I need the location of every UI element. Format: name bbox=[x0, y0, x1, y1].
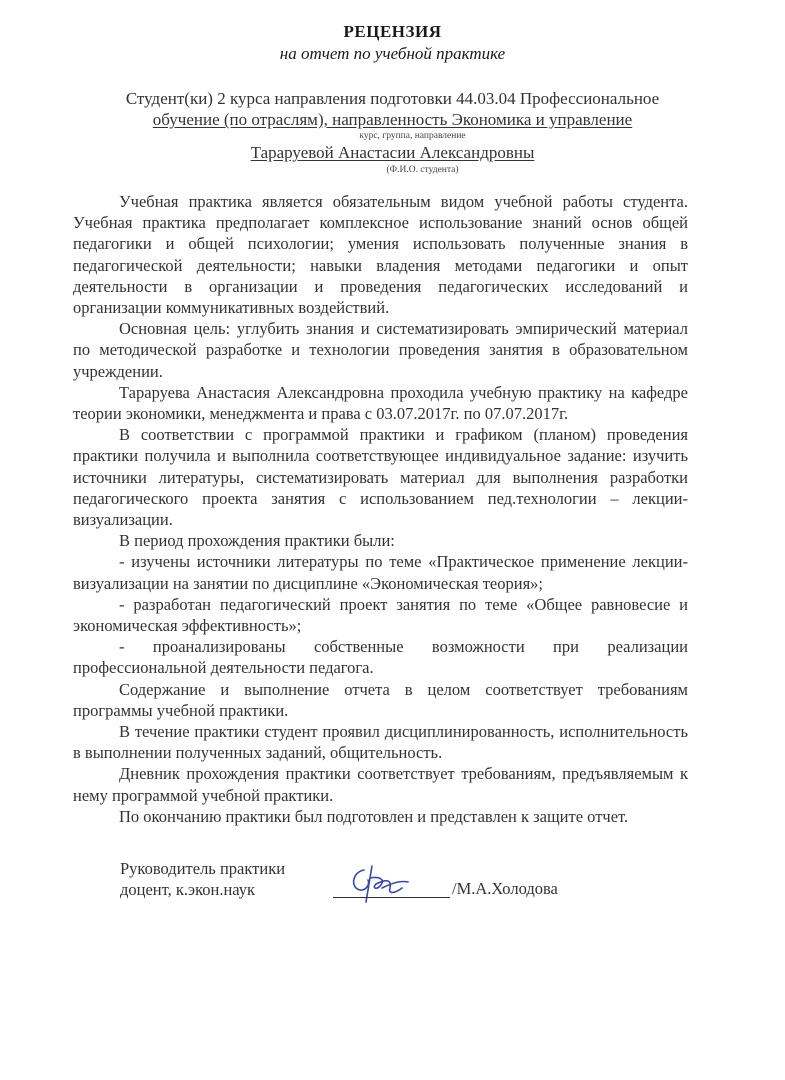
list-item: - разработан педагогический проект занятия по теме «Общее равновесие и экономическая эффективность»; bbox=[73, 594, 688, 636]
list-item: - изучены источники литературы по теме «Практическое применение лекции-визуализации на занятии по дисциплине «Экономическая теория»; bbox=[73, 552, 688, 593]
paragraph: Дневник прохождения практики соответствует требованиям, предъявляемым к нему программой учебной практики. bbox=[73, 764, 688, 805]
student-program: обучение (по отраслям), направленность Экономика и управление bbox=[152, 110, 633, 129]
paragraph: В течение практики студент проявил дисциплинированность, исполнительность в выполнении полученных заданий, общительность. bbox=[73, 722, 688, 763]
caption-course: курс, группа, направление bbox=[359, 131, 466, 141]
paragraph: Тараруева Анастасия Александровна проходила учебную практику на кафедре теории экономики, менеджмента и права с 03.07.2017г. по 07.07.2017г. bbox=[73, 382, 688, 424]
caption-fio: (Ф.И.О. студента) bbox=[386, 165, 459, 175]
supervisor-block bbox=[120, 858, 285, 900]
supervisor-name: /М.А.Холодова bbox=[452, 879, 558, 898]
student-line-1: Студент(ки) 2 курса направления подготовки 44.03.04 Профессиональное bbox=[125, 89, 660, 108]
list-item: - проанализированы собственные возможности при реализации профессиональной деятельности педагога. bbox=[73, 637, 688, 678]
document-title: РЕЦЕНЗИЯ bbox=[343, 22, 442, 41]
student-name: Тараруевой Анастасии Александровны bbox=[250, 143, 535, 162]
signature-line bbox=[333, 897, 450, 898]
supervisor-position: доцент, к.экон.наук bbox=[120, 880, 256, 899]
paragraph: В период прохождения практики были: bbox=[119, 531, 395, 551]
paragraph: Содержание и выполнение отчета в целом соответствует требованиям программы учебной практики. bbox=[73, 679, 688, 720]
document-subtitle: на отчет по учебной практике bbox=[279, 44, 506, 63]
paragraph: В соответствии с программой практики и графиком (планом) проведения практики получила и выполнила соответствующее индивидуальное задание: изучить источники литературы, систематизировать материал для выполнения разработки педагогического проекта занятия с использованием пед.технологии – лекции-визуализации. bbox=[73, 425, 688, 530]
supervisor-role: Руководитель практики bbox=[120, 859, 286, 878]
student-name-line bbox=[0, 143, 785, 163]
paragraph: Учебная практика является обязательным видом учебной работы студента. Учебная практика предполагает комплексное использование знаний основ общей педагогики и общей психологии; умения использовать полученные знания в педагогической деятельности; навыки владения методами педагогики и опыт деятельности в организации и проведения педагогических исследований и организации коммуникативных воздействий. bbox=[73, 192, 688, 318]
review-body bbox=[73, 191, 688, 827]
student-line-2 bbox=[0, 110, 785, 130]
paragraph: Основная цель: углубить знания и систематизировать эмпирический материал по методической разработке и технологии проведения занятия в образовательном учреждении. bbox=[73, 319, 688, 381]
handwritten-signature-icon bbox=[346, 858, 416, 908]
paragraph: По окончанию практики был подготовлен и представлен к защите отчет. bbox=[119, 806, 629, 826]
